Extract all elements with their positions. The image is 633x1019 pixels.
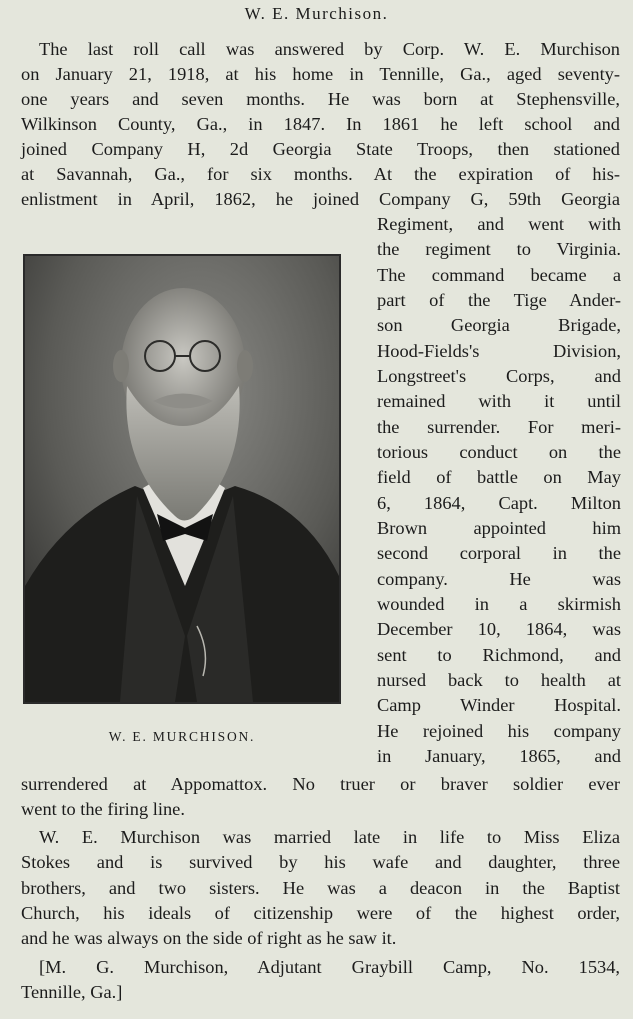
text-line: Church, his ideals of citizenship were of the highest order, <box>21 903 620 923</box>
text-line: Hood-Fields's Division, <box>377 341 621 361</box>
text-line: [M. G. Murchison, Adjutant Graybill Camp, No. 1534, <box>39 957 620 977</box>
text-line: Camp Winder Hospital. <box>377 695 621 715</box>
text-line: at Savannah, Ga., for six months. At the expiration of his- <box>21 164 620 184</box>
text-line: sent to Richmond, and <box>377 645 621 665</box>
text-line: W. E. Murchison was married late in life to Miss Eliza <box>39 827 620 847</box>
text-line: Longstreet's Corps, and <box>377 366 621 386</box>
text-line: joined Company H, 2d Georgia State Troops, then stationed <box>21 139 620 159</box>
text-line: Stokes and is survived by his wafe and daughter, three <box>21 852 620 872</box>
text-line: company. He was <box>377 569 621 589</box>
text-line: Brown appointed him <box>377 518 621 538</box>
text-line: Wilkinson County, Ga., in 1847. In 1861 he left school and <box>21 114 620 134</box>
text-line: surrendered at Appomattox. No truer or braver soldier ever <box>21 774 620 794</box>
text-line: one years and seven months. He was born at Stephensville, <box>21 89 620 109</box>
text-line: the regiment to Virginia. <box>377 239 621 259</box>
article-heading: W. E. Murchison. <box>244 4 389 23</box>
text-line: went to the firing line. <box>21 799 185 819</box>
text-line: remained with it until <box>377 391 621 411</box>
text-line: brothers, and two sisters. He was a deacon in the Baptist <box>21 878 620 898</box>
text-line: nursed back to health at <box>377 670 621 690</box>
text-line: the surrender. For meri- <box>377 417 621 437</box>
text-line: in January, 1865, and <box>377 746 621 766</box>
text-line: He rejoined his company <box>377 721 621 741</box>
text-line: and he was always on the side of right as he saw it. <box>21 928 397 948</box>
text-line: December 10, 1864, was <box>377 619 621 639</box>
text-line: second corporal in the <box>377 543 621 563</box>
text-line: on January 21, 1918, at his home in Tennille, Ga., aged seventy- <box>21 64 620 84</box>
text-line: torious conduct on the <box>377 442 621 462</box>
text-line: field of battle on May <box>377 467 621 487</box>
text-line: part of the Tige Ander- <box>377 290 621 310</box>
text-line: wounded in a skirmish <box>377 594 621 614</box>
text-line: The last roll call was answered by Corp. W. E. Murchison <box>39 39 620 59</box>
text-line: 6, 1864, Capt. Milton <box>377 493 621 513</box>
text-line: The command became a <box>377 265 621 285</box>
text-line: enlistment in April, 1862, he joined Company G, 59th Georgia <box>21 189 620 209</box>
photo-caption: W. E. MURCHISON. <box>108 729 256 744</box>
portrait-photo <box>23 254 341 704</box>
text-line: Tennille, Ga.] <box>21 982 123 1002</box>
text-line: son Georgia Brigade, <box>377 315 621 335</box>
text-line: Regiment, and went with <box>377 214 621 234</box>
